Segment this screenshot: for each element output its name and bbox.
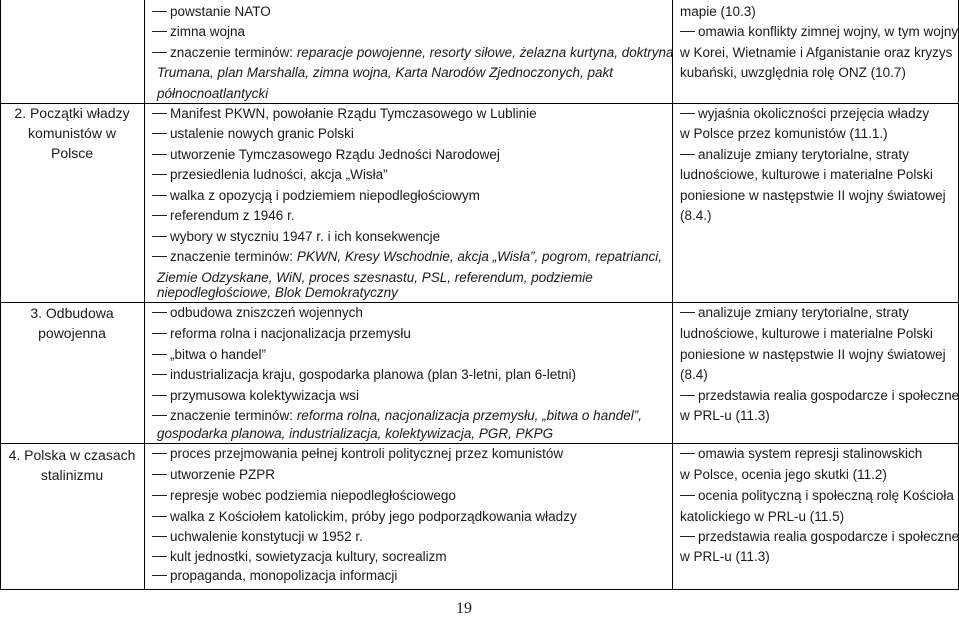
dash-mark [680,31,695,32]
content-line: proces przejmowania pełnej kontroli politycznej przez komunistów [152,444,563,465]
dash-mark [152,536,167,537]
dash-mark [152,333,167,334]
dash-mark [152,133,167,134]
dash-mark [680,154,695,155]
content-line: Trumana, plan Marshalla, zimna wojna, Karta Narodów Zjednoczonych, pakt [157,65,613,80]
content-line: referendum z 1946 r. [152,206,295,227]
content-line: północnoatlantycki [157,86,269,101]
dash-mark [680,453,695,454]
dash-mark [680,113,695,114]
dash-mark [152,215,167,216]
content-line: niepodległościowe, Blok Demokratyczny [157,285,398,300]
topic-cell: 2. Początki władzy komunistów w Polsce [14,105,130,161]
requirement-line: przedstawia realia gospodarcze i społeczne [680,527,959,548]
dash-mark [152,395,167,396]
dash-mark [152,575,167,576]
dash-mark [152,174,167,175]
content-line: ustalenie nowych granic Polski [152,124,354,145]
dash-mark [152,474,167,475]
requirement-line: w Polsce przez komunistów (11.1.) [680,126,888,141]
content-line: powstanie NATO [152,2,271,23]
requirement-line: ocenia polityczną i społeczną rolę Kościoła [680,486,954,507]
requirement-line: analizuje zmiany terytorialne, straty [680,145,909,166]
requirement-line: (8.4) [680,367,708,382]
content-line: walka z Kościołem katolickim, próby jego podporządkowania władzy [152,507,577,528]
requirement-line: ludnościowe, kulturowe i materialne Polski [680,326,933,341]
content-line: znaczenie terminów: reparacje powojenne, resorty siłowe, żelazna kurtyna, doktryna [152,43,674,64]
content-line: reforma rolna i nacjonalizacja przemysłu [152,324,411,345]
dash-mark [680,395,695,396]
dash-mark [152,195,167,196]
content-line: represje wobec podziemia niepodległościowego [152,486,456,507]
content-line: gospodarka planowa, industrializacja, kolektywizacja, PGR, PKPG [157,426,554,441]
content-line: odbudowa zniszczeń wojennych [152,303,363,324]
dash-mark [152,415,167,416]
content-line: „bitwa o handel” [152,345,266,366]
dash-mark [152,453,167,454]
topic-cell: 3. Odbudowa powojenna [30,305,114,341]
dash-mark [152,113,167,114]
dash-mark [152,516,167,517]
dash-mark [152,31,167,32]
requirement-line: ludnościowe, kulturowe i materialne Polski [680,167,933,182]
content-line: kult jednostki, sowietyzacja kultury, socrealizm [152,547,447,568]
requirement-line: przedstawia realia gospodarcze i społeczne [680,386,959,407]
dash-mark [152,11,167,12]
dash-mark [152,154,167,155]
requirement-line: omawia konflikty zimnej wojny, w tym wojny [680,22,958,43]
dash-mark [680,495,695,496]
requirement-line: poniesione w następstwie II wojny światowej [680,188,946,203]
dash-mark [152,52,167,53]
content-line: utworzenie Tymczasowego Rządu Jedności Narodowej [152,145,500,166]
content-line: industrializacja kraju, gospodarka planowa (plan 3-letni, plan 6-letni) [152,365,576,386]
requirement-line: w Polsce, ocenia jego skutki (11.2) [680,467,887,482]
dash-mark [152,374,167,375]
content-line: walka z opozycją i podziemiem niepodległościowym [152,186,480,207]
requirement-line: w Korei, Wietnamie i Afganistanie oraz kryzys [680,45,953,60]
requirement-line: w PRL-u (11.3) [680,549,770,564]
content-line: zimna wojna [152,22,245,43]
requirement-line: mapie (10.3) [680,4,756,19]
dash-mark [152,312,167,313]
content-line: przymusowa kolektywizacja wsi [152,386,359,407]
requirement-line: katolickiego w PRL-u (11.5) [680,509,845,524]
requirement-line: poniesione w następstwie II wojny światowej [680,347,946,362]
content-line: Manifest PKWN, powołanie Rządu Tymczasowego w Lublinie [152,104,537,125]
content-line: wybory w styczniu 1947 r. i ich konsekwencje [152,227,440,248]
dash-mark [680,536,695,537]
dash-mark [152,495,167,496]
dash-mark [152,556,167,557]
content-line: znaczenie terminów: reforma rolna, nacjonalizacja przemysłu, „bitwa o handel”, [152,406,642,427]
content-line: utworzenie PZPR [152,465,275,486]
requirement-line: kubański, uwzględnia rolę ONZ (10.7) [680,65,906,80]
page-number: 19 [456,600,472,617]
requirement-line: omawia system represji stalinowskich [680,444,922,465]
requirement-line: wyjaśnia okoliczności przejęcia władzy [680,104,929,125]
dash-mark [680,312,695,313]
requirement-line: analizuje zmiany terytorialne, straty [680,303,909,324]
content-line: uchwalenie konstytucji w 1952 r. [152,527,363,548]
dash-mark [152,256,167,257]
content-line: przesiedlenia ludności, akcja „Wisła” [152,165,388,186]
requirement-line: (8.4.) [680,208,712,223]
dash-mark [152,354,167,355]
dash-mark [152,236,167,237]
content-line: znaczenie terminów: PKWN, Kresy Wschodnie, akcja „Wisła”, pogrom, repatrianci, [152,247,662,268]
requirement-line: w PRL-u (11.3) [680,408,770,423]
content-line: Ziemie Odzyskane, WiN, proces szesnastu, PSL, referendum, podziemie [157,270,593,285]
content-line: propaganda, monopolizacja informacji [152,566,397,587]
topic-cell: 4. Polska w czasach stalinizmu [8,447,136,483]
